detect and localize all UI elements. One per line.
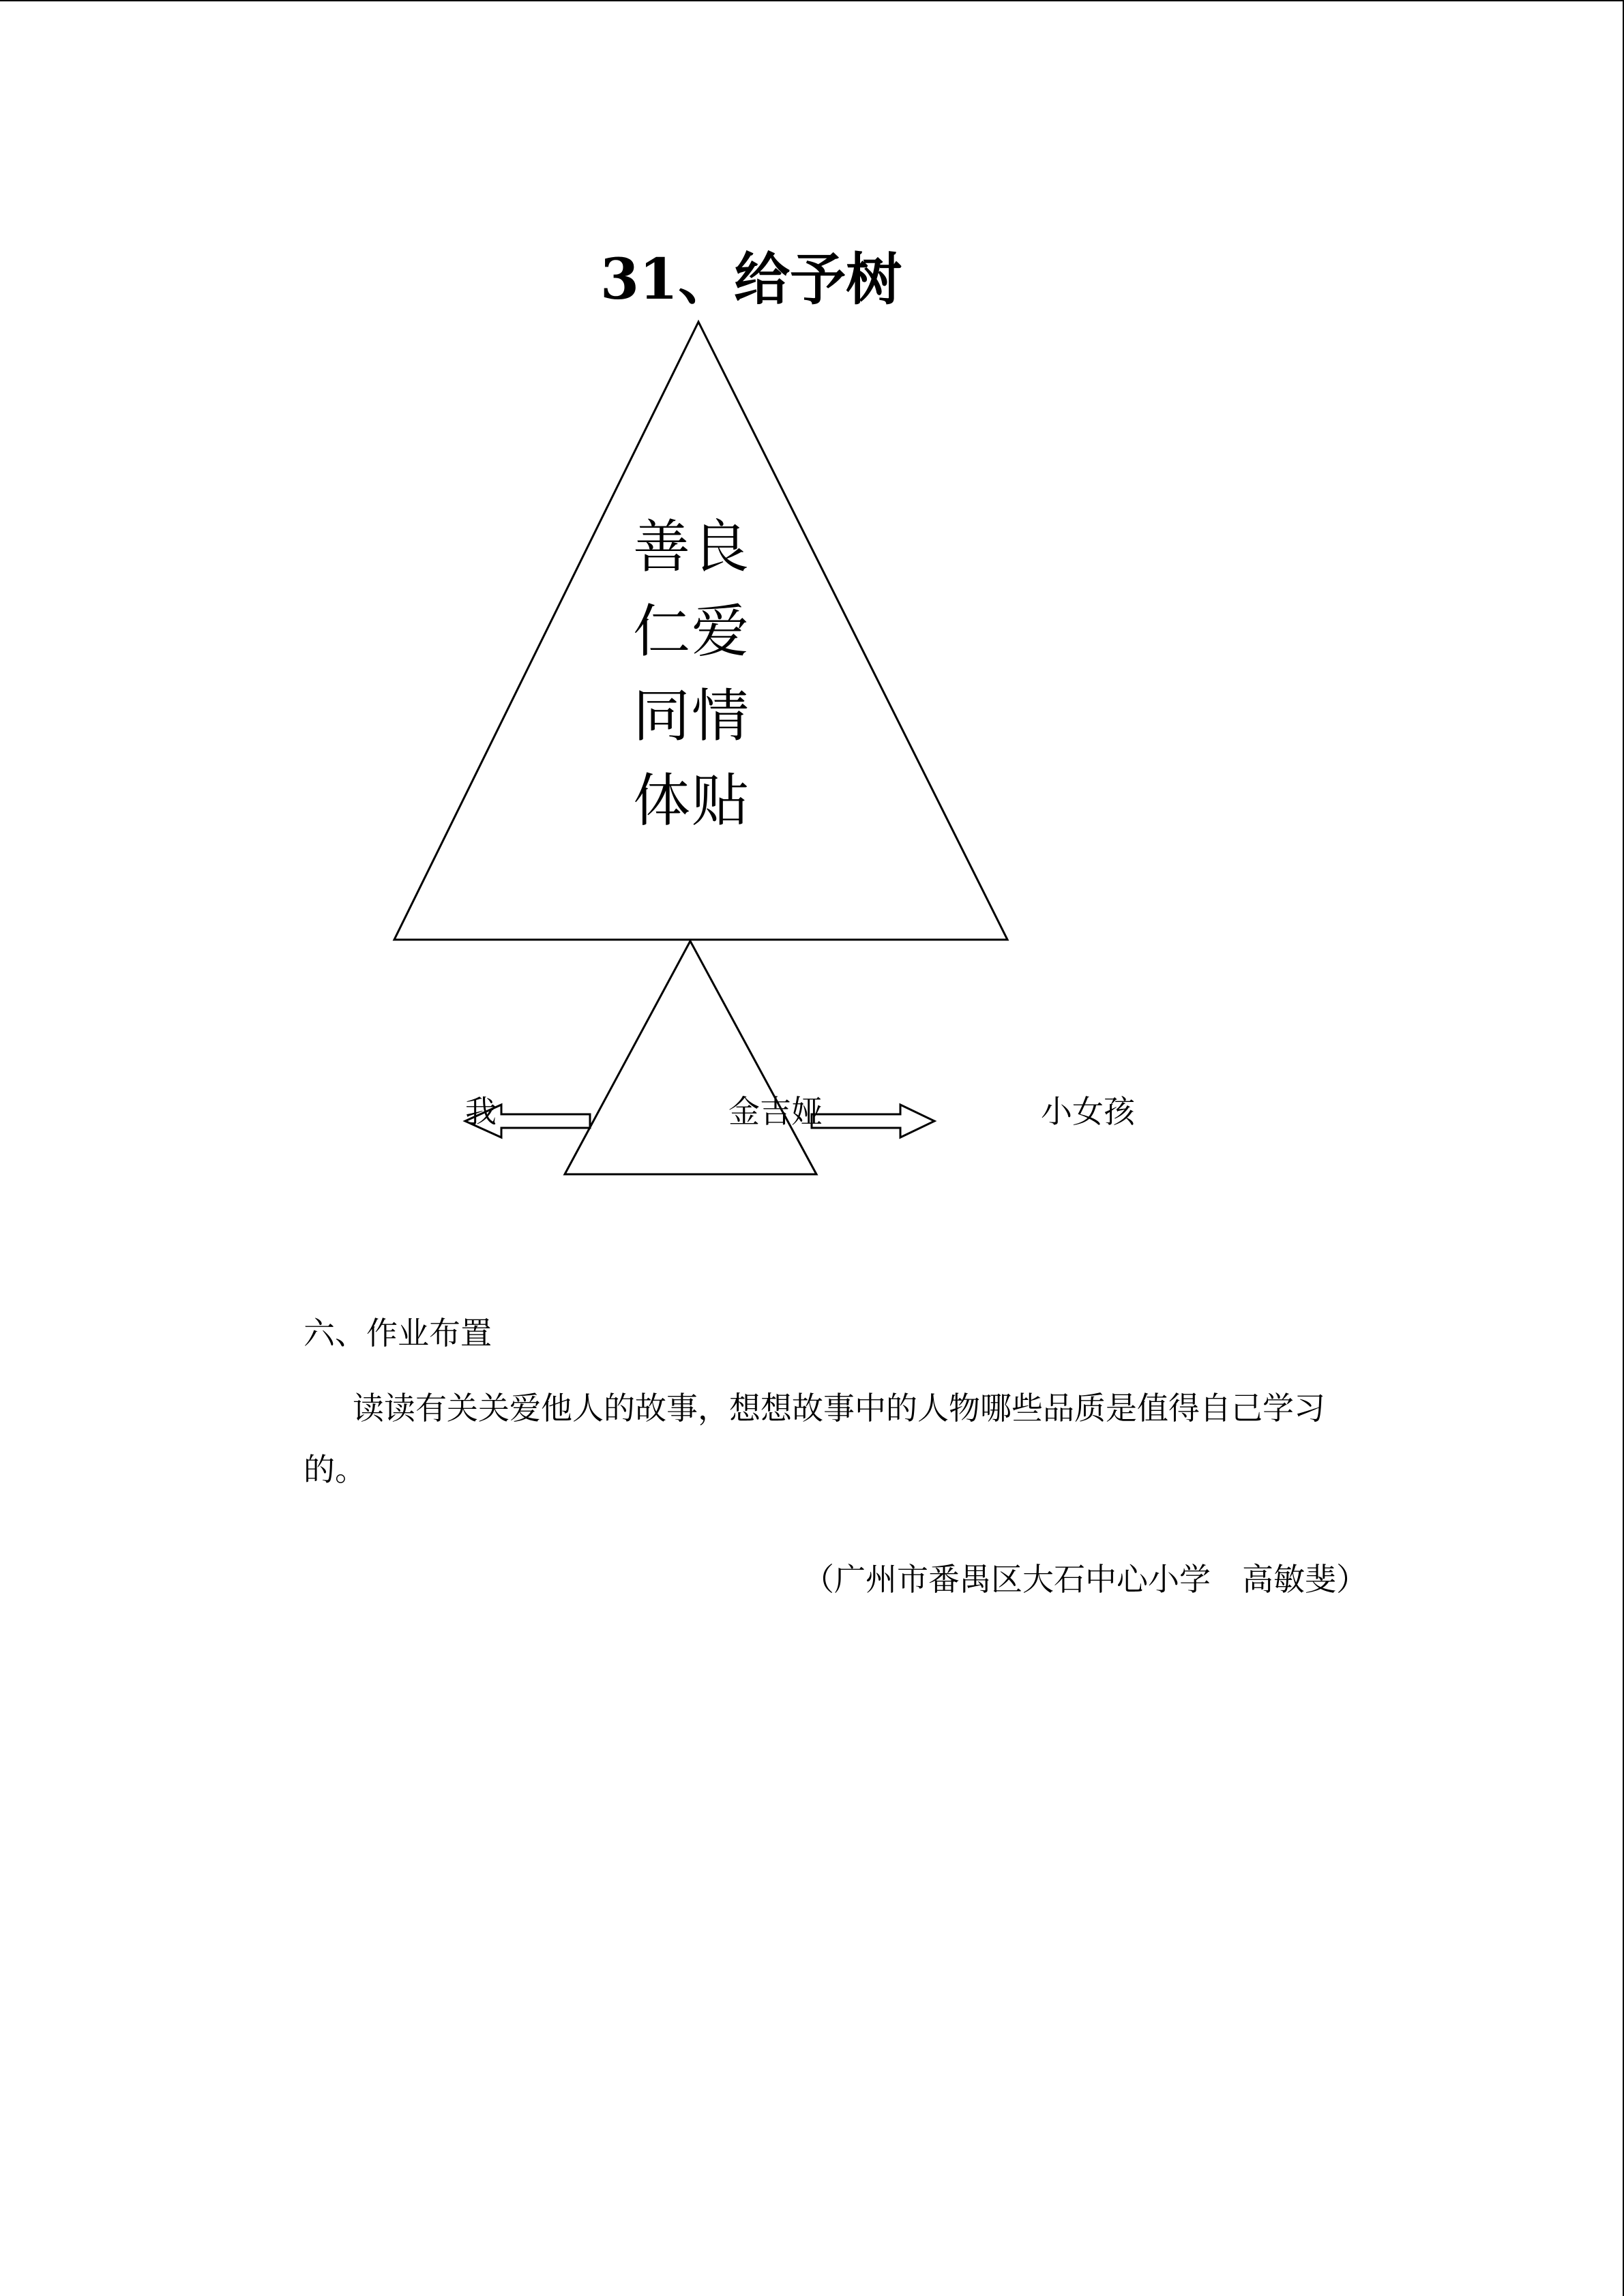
label-me: 我 — [465, 1093, 497, 1130]
lesson-title: 31、给予树 — [600, 247, 902, 312]
virtue-item: 仁爱 — [633, 598, 751, 665]
homework-heading: 六、作业布置 — [304, 1315, 492, 1352]
homework-text: 读读有关关爱他人的故事，想想故事中的人物哪些品质是值得自己学习的。 — [304, 1390, 1325, 1488]
author-credit: （广州市番禺区大石中心小学 高敏斐） — [803, 1561, 1368, 1598]
virtue-item: 体贴 — [633, 767, 751, 834]
tree-trunk-triangle — [565, 941, 816, 1174]
virtue-item: 善良 — [633, 513, 751, 580]
virtue-list — [633, 505, 750, 843]
label-little-girl: 小女孩 — [1041, 1093, 1135, 1130]
right-arrow-icon — [812, 1105, 934, 1137]
virtue-item: 同情 — [633, 683, 751, 749]
label-jinjiya: 金吉娅 — [728, 1093, 823, 1130]
